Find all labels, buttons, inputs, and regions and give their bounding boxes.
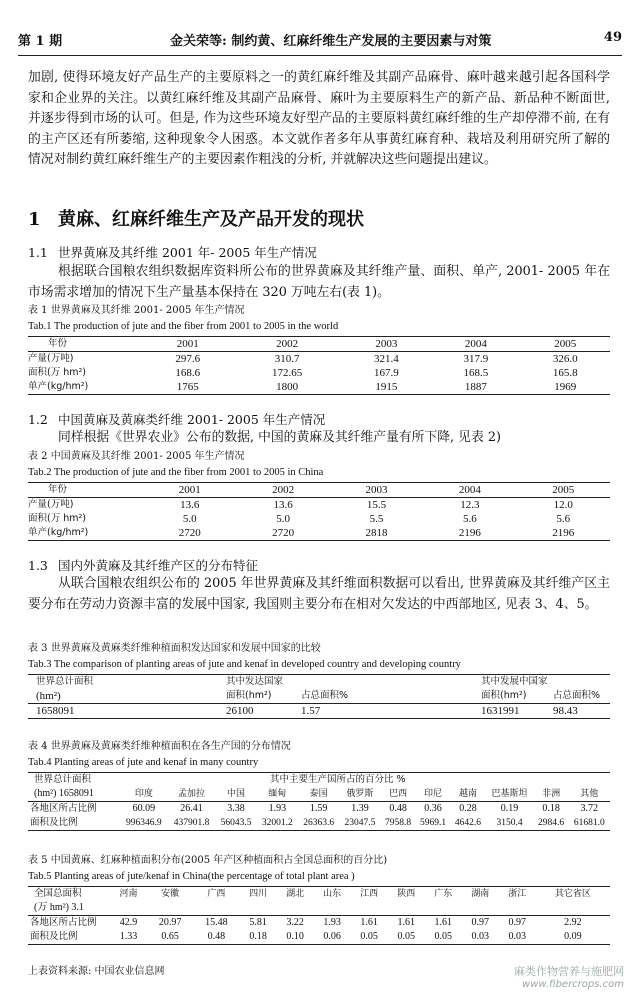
table-cell: 5.81: [249, 917, 267, 928]
table-cell: 5.0: [182, 513, 197, 525]
unit-label: (hm²): [36, 690, 61, 702]
country-header: 印尼: [424, 789, 443, 799]
table-cell: 2005: [554, 338, 577, 350]
table-cell: 12.0: [553, 499, 573, 511]
province-header: 安徽: [161, 889, 180, 899]
table-cell: 2003: [375, 338, 398, 350]
table-cell: 2196: [458, 527, 481, 539]
subsection-title: 国内外黄麻及其纤维产区的分布特征: [58, 558, 259, 573]
table-cell: 98.43: [553, 705, 578, 717]
table-cell: 56043.5: [220, 818, 252, 828]
table-cell: 0.19: [500, 803, 519, 814]
table-cell: 5.6: [556, 513, 571, 525]
table-cell: 0.97: [508, 917, 527, 928]
province-header: 广东: [434, 889, 453, 899]
source-note: 上表资料来源: 中国农业信息网: [28, 966, 165, 977]
table-cell: 3150.4: [496, 818, 523, 828]
table-cell: 4642.6: [454, 818, 482, 828]
table-1-corner: 年份: [48, 338, 68, 349]
table-cell: 297.6: [175, 353, 201, 365]
table-1-caption-cn: 表 1 世界黄麻及其纤维 2001- 2005 年生产情况: [28, 305, 245, 316]
table-cell: 61681.0: [573, 818, 605, 828]
table-2: [28, 482, 610, 541]
table-cell: 0.18: [542, 803, 560, 814]
table-cell: 7958.8: [385, 818, 412, 828]
table-4-caption-en: Tab.4 Planting areas of jute and kenaf in many country: [28, 757, 259, 768]
col-header-developed: 其中发达国家: [226, 676, 284, 687]
table-cell: 2004: [464, 338, 487, 350]
table-cell: 2720: [178, 527, 201, 539]
table-cell: 2818: [365, 527, 388, 539]
watermark-cn: 麻类作物营养与施肥网: [514, 965, 624, 978]
table-cell: 0.05: [397, 931, 415, 942]
country-header: 越南: [458, 789, 477, 799]
table-row: [28, 366, 610, 380]
table-5-caption-en: Tab.5 Planting areas of jute/kenaf in China(the percentage of total plant area ): [28, 871, 355, 882]
table-cell: 1.61: [360, 917, 378, 928]
table-1: [28, 336, 610, 395]
table-cell: 0.18: [249, 931, 267, 942]
table-cell: 2196: [552, 527, 575, 539]
province-header: 江西: [360, 889, 379, 899]
subsection-1-2-text: 同样根据《世界农业》公布的数据, 中国的黄麻及其纤维产量有所下降, 见表 2): [58, 430, 501, 445]
col-header-developing: 其中发展中国家: [481, 676, 548, 687]
page-number: 49: [603, 30, 622, 45]
table-cell: 0.36: [424, 803, 442, 814]
table-3-caption-en: Tab.3 The comparison of planting areas of jute and kenaf in developed country and developing country: [28, 659, 461, 670]
table-5-caption-cn: 表 5 中国黄麻、红麻种植面积分布(2005 年产区种植面积占全国总面积的百分比): [28, 855, 388, 866]
row-label: 面积(万 hm²): [28, 367, 87, 378]
section-1-heading: [28, 205, 364, 231]
province-header: 其它省区: [554, 889, 591, 899]
table-cell: 2003: [365, 484, 388, 496]
country-header: 泰国: [309, 789, 328, 799]
col-header-total: 全国总面积: [34, 888, 82, 899]
subsection-number: 1.1: [28, 245, 48, 260]
watermark: [514, 963, 624, 990]
table-cell: 1.39: [351, 803, 369, 814]
row-label: 产量(万吨): [28, 499, 74, 510]
table-2-caption-cn: 表 2 中国黄麻及其纤维 2001- 2005 年生产情况: [28, 451, 245, 462]
table-cell: 167.9: [374, 367, 399, 379]
table-cell: 3.72: [580, 803, 599, 814]
table-cell: 1969: [554, 381, 577, 393]
table-3: [28, 674, 610, 719]
table-cell: 437901.8: [173, 818, 210, 828]
subsection-number: 1.3: [28, 558, 48, 573]
table-cell: 20.97: [158, 917, 182, 928]
subsection-1-2-heading: [28, 410, 325, 428]
table-cell: 13.6: [180, 499, 200, 511]
unit-label: (hm²) 1658091: [34, 788, 94, 799]
table-cell: 15.48: [205, 917, 228, 928]
table-cell: 1.59: [309, 803, 328, 814]
country-header: 非洲: [542, 789, 561, 799]
country-header: 缅甸: [268, 789, 287, 799]
header-rule: [18, 55, 622, 56]
table-cell: 0.09: [564, 931, 582, 942]
table-cell: 60.09: [132, 803, 156, 814]
table-row: [28, 816, 610, 831]
table-cell: 42.9: [119, 917, 138, 928]
subsection-1-1-text: 根据联合国粮农组织数据库资料所公布的世界黄麻及其纤维产量、面积、单产, 2001- 2005 年在市场需求增加的情况下生产量基本保持在 320 万吨左右(表 1)。: [28, 264, 610, 300]
table-3-caption-cn: 表 3 世界黄麻及黄麻类纤维种植面积发达国家和发展中国家的比较: [28, 643, 321, 654]
table-cell: 32001.2: [261, 818, 293, 828]
table-cell: 1.93: [268, 803, 287, 814]
issue-number: 第 1 期: [18, 34, 63, 49]
table-cell: 5.0: [276, 513, 290, 525]
col-header-group: 其中主要生产国所占的百分比 %: [270, 774, 406, 785]
table-cell: 1.93: [323, 917, 341, 928]
table-cell: 13.6: [273, 499, 293, 511]
unit-label: (万 hm²) 3.1: [34, 902, 84, 913]
table-row: [28, 380, 610, 395]
province-header: 湖南: [471, 889, 490, 899]
table-cell: 2004: [458, 484, 481, 496]
table-cell: 1887: [464, 381, 487, 393]
row-label: 单产(kg/hm²): [28, 381, 89, 392]
province-header: 湖北: [286, 889, 305, 899]
table-cell: 1.61: [434, 917, 452, 928]
table-cell: 5969.1: [419, 818, 447, 828]
table-row: [28, 512, 610, 526]
table-cell: 15.5: [366, 499, 387, 511]
table-row: [28, 498, 610, 513]
table-cell: 1915: [375, 381, 398, 393]
row-label: 单产(kg/hm²): [28, 527, 89, 538]
table-row: [28, 916, 610, 931]
sub-header-area: 面积(hm²): [481, 690, 527, 701]
table-cell: 1658091: [36, 705, 75, 717]
table-cell: 1.33: [119, 931, 138, 942]
province-header: 陕西: [397, 889, 416, 899]
country-header: 巴基斯坦: [491, 789, 528, 799]
table-row: [28, 526, 610, 541]
section-number: 1: [28, 209, 41, 230]
table-cell: 2720: [272, 527, 295, 539]
table-cell: 1.57: [301, 705, 321, 717]
subsection-title: 中国黄麻及黄麻类纤维 2001- 2005 年生产情况: [58, 412, 326, 427]
table-cell: 5.6: [462, 513, 477, 525]
table-4-caption-cn: 表 4 世界黄麻及黄麻类纤维种植面积在各生产国的分布情况: [28, 741, 291, 752]
row-label: 各地区所占比例: [30, 803, 97, 814]
table-cell: 172.65: [271, 367, 303, 379]
table-row: [28, 704, 610, 719]
table-cell: 26100: [226, 705, 254, 717]
running-header: [18, 30, 622, 54]
sub-header-percent: 占总面积%: [301, 690, 349, 701]
table-cell: 2002: [276, 338, 299, 350]
col-header-total: 世界总计面积: [36, 676, 94, 687]
running-title: 金关荣等: 制约黄、红麻纤维生产发展的主要因素与对策: [170, 34, 492, 49]
country-header: 其他: [580, 789, 599, 799]
table-2-caption-en: Tab.2 The production of jute and the fiber from 2001 to 2005 in China: [28, 467, 324, 478]
table-cell: 12.3: [460, 499, 480, 511]
country-header: 巴西: [389, 789, 408, 799]
col-header-total: 世界总计面积: [34, 774, 92, 785]
subsection-1-3-heading: [28, 556, 258, 574]
country-header: 孟加拉: [178, 789, 206, 799]
table-cell: 0.10: [286, 931, 304, 942]
table-cell: 1.61: [397, 917, 415, 928]
subsection-1-3-text: 从联合国粮农组织公布的 2005 年世界黄麻及其纤维面积数据可以看出, 世界黄麻及其纤维产区主要分布在劳动力资源丰富的发展中国家, 我国则主要分布在相对欠发达的中西部地区, 见表 3、4、5。: [28, 576, 610, 612]
sub-header-percent: 占总面积%: [553, 690, 601, 701]
country-header: 印度: [134, 789, 153, 799]
intro-paragraph: 加剧, 使得环境友好产品生产的主要原料之一的黄红麻纤维及其副产品麻骨、麻叶越来越引起各国科学家和企业界的关注。以黄红麻纤维及其副产品麻骨、麻叶为主要原料生产的新产品、新品种不断面世, 并逐步得到市场的认可。但是, 作为这些环境友好型产品的主要原料黄红麻纤维的生产却停滞不前, 在有的主产区还有所萎缩, 这种现象令人困惑。本文就作者多年从事黄红麻育种、栽培及利用研究所了解的情况对制约黄红麻纤维生产的主要因素作粗浅的分析, 并就解决这些问题提出建议。: [28, 70, 610, 167]
province-header: 山东: [323, 889, 342, 899]
table-cell: 326.0: [552, 353, 578, 365]
subsection-1-1-heading: [28, 243, 317, 261]
table-cell: 0.03: [508, 931, 527, 942]
table-cell: 0.06: [323, 931, 341, 942]
table-row: [28, 802, 610, 817]
table-1-caption-en: Tab.1 The production of jute and the fiber from 2001 to 2005 in the world: [28, 321, 339, 332]
table-cell: 23047.5: [344, 818, 376, 828]
table-cell: 2001: [178, 484, 201, 496]
table-cell: 168.5: [463, 367, 489, 379]
table-cell: 0.05: [434, 931, 452, 942]
table-row: [28, 352, 610, 367]
section-title: 黄麻、红麻纤维生产及产品开发的现状: [58, 209, 364, 230]
table-2-corner: 年份: [48, 484, 68, 495]
subsection-title: 世界黄麻及其纤维 2001 年- 2005 年生产情况: [58, 245, 317, 260]
country-header: 中国: [226, 789, 245, 799]
table-row: [28, 930, 610, 945]
table-cell: 321.4: [374, 353, 399, 365]
row-label: 面积及比例: [30, 817, 78, 828]
table-cell: 2001: [176, 338, 199, 350]
row-label: 产量(万吨): [28, 353, 74, 364]
table-4: [28, 772, 610, 831]
watermark-url: www.fibercrops.com: [522, 979, 624, 990]
table-cell: 1800: [276, 381, 299, 393]
province-header: 浙江: [508, 889, 527, 899]
table-cell: 2.92: [564, 917, 582, 928]
table-cell: 26363.6: [303, 818, 335, 828]
table-cell: 5.5: [369, 513, 384, 525]
table-cell: 0.65: [161, 931, 179, 942]
table-cell: 996346.9: [126, 818, 162, 828]
sub-header-area: 面积(hm²): [226, 690, 272, 701]
table-cell: 2005: [552, 484, 575, 496]
row-label: 面积及比例: [30, 931, 78, 942]
table-5: [28, 886, 610, 945]
table-cell: 165.8: [552, 367, 578, 379]
table-cell: 1765: [176, 381, 199, 393]
table-cell: 317.9: [463, 353, 489, 365]
table-cell: 0.28: [459, 803, 477, 814]
table-cell: 0.05: [360, 931, 378, 942]
table-cell: 3.22: [286, 917, 304, 928]
country-header: 俄罗斯: [346, 789, 374, 799]
table-cell: 310.7: [274, 353, 300, 365]
row-label: 面积(万 hm²): [28, 513, 87, 524]
table-cell: 0.03: [471, 931, 490, 942]
table-cell: 168.6: [175, 367, 201, 379]
province-header: 四川: [249, 889, 268, 899]
table-cell: 2984.6: [538, 818, 565, 828]
table-cell: 1631991: [481, 705, 520, 717]
table-cell: 0.48: [389, 803, 407, 814]
province-header: 河南: [119, 889, 138, 899]
table-cell: 3.38: [227, 803, 245, 814]
table-cell: 2002: [272, 484, 295, 496]
table-cell: 26.41: [180, 803, 203, 814]
subsection-number: 1.2: [28, 412, 48, 427]
province-header: 广西: [207, 889, 226, 899]
table-cell: 0.97: [471, 917, 490, 928]
row-label: 各地区所占比例: [30, 917, 97, 928]
table-cell: 0.48: [207, 931, 226, 942]
